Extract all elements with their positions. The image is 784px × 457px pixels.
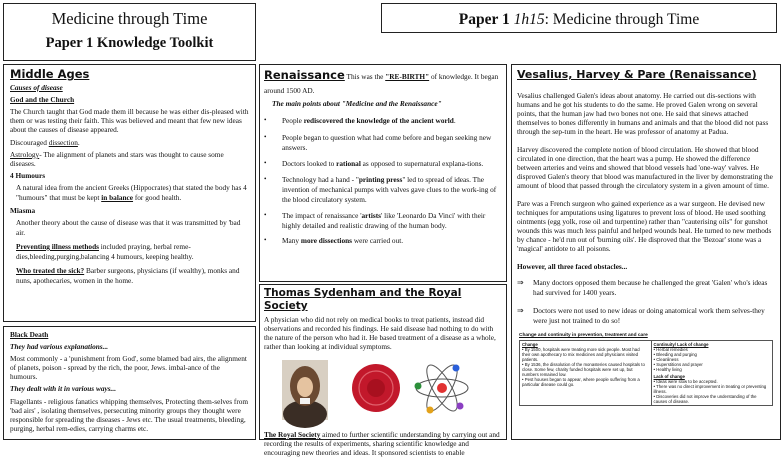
- lack-item: • There was no direct improvement in treating or preventing illness.: [654, 384, 770, 394]
- prevent-label: Preventing illness methods: [16, 242, 99, 251]
- vesalius-text: Vesalius challenged Galen's ideas about anatomy. He carried out dis-sections with humans and he got his students to do the same. He proved Galen wrong on several points, that the human jaw had two bones not one. He said that sinews attached themselves to bones differently in humans and animals and that the blood did not pass through the sep-tum in the heart. He was professor of anatomy at Padua.: [517, 91, 769, 136]
- page-title: Medicine through Time: [51, 9, 208, 28]
- change-continuity-table: [517, 333, 775, 406]
- renaissance-point: • Many more dissections were carried out.: [264, 236, 404, 245]
- harvey-text: Harvey discovered the complete notion of blood circulation. He showed that blood circulated in one direction, that the heart was a pump. He showed the difference between arteries and veins and showed that blood vessels had 'one-way' valves. He disproved Galen's theory that blood was manufactured in the liver by demonstrating the amount of blood that passed through the circulatory system in a given amount of time.: [517, 145, 773, 190]
- renaissance-rebirth: "RE-BIRTH": [385, 72, 430, 81]
- continuity-item: • Herbal remedies: [654, 347, 770, 352]
- humours-text: [10, 183, 249, 203]
- prevent-line: [10, 242, 249, 262]
- obstacle-item: ⇒ Doctors were not used to new ideas or doing anatomical work them selves-they were just not trained to do so!: [517, 306, 765, 325]
- astrology-text: - The alignment of planets and stars was thought to cause some diseases.: [10, 150, 224, 168]
- black-death-text1: Most commonly - a 'punishment from God', some blamed bad airs, the alignment of planets, poison - spread by the rich, the poor, Jews. imbal-ance of the humours.: [10, 354, 247, 381]
- title-left-box: [3, 3, 256, 61]
- god-church-text: The Church taught that God made them ill because he was either dis-pleased with them or was testing their faith. This was believed and meant that few new ideas about the causes of disease appeared.: [10, 107, 249, 134]
- royal-society-label: The Royal Society: [264, 430, 321, 439]
- obstacle-item: ⇒ Many doctors opposed them because he challenged the great 'Galen' who's ideas had survived for 1400 years.: [517, 278, 768, 297]
- humours-text-2: for good health.: [133, 193, 182, 202]
- miasma-label: Miasma: [10, 206, 36, 215]
- continuity-head: Continuity/ Lack of change: [653, 342, 709, 347]
- table-title: Change and continuity in prevention, treatment and care: [519, 333, 648, 338]
- renaissance-point: • People rediscovered the knowledge of the ancient world.: [264, 116, 456, 125]
- sydenham-text: A physician who did not rely on medical books to treat patients, instead did observations and recorded his findings. He said disease had nothing to do with the nature of the person who had it. He based treatment of a disease as a whole, rather than looking at individual symptoms.: [264, 315, 496, 351]
- continuity-item: • Superstitions and prayer: [654, 362, 770, 367]
- lack-item: • Discoveries did not improve the understanding of the causes of disease.: [654, 394, 770, 404]
- discouraged-pre: Discouraged: [10, 138, 49, 147]
- black-death-section: [3, 326, 256, 440]
- sydenham-portrait: [282, 360, 328, 428]
- treated-label: Who treated the sick?: [16, 266, 85, 275]
- obstacles-label: However, all three faced obstacles...: [517, 262, 628, 271]
- astrology-label: Astrology: [10, 150, 40, 159]
- discouraged-word: dissection: [48, 138, 78, 147]
- humours-bold: in balance: [101, 193, 134, 202]
- atom-icon: [415, 361, 469, 415]
- paper-title: [459, 11, 699, 28]
- lack-item: • Ideas were slow to be accepted.: [654, 379, 770, 384]
- vesalius-section: [511, 64, 781, 440]
- miasma-text: Another theory about the cause of disease was that it was transmitted by 'bad air.: [16, 218, 241, 237]
- royal-society-body: aimed to further scientific understanding by carrying out and recording the results of experiments, sharing scientific knowledge and encouraging new theories and ideas. It sponsored scientists to enable: [264, 430, 500, 457]
- paper-duration: 1h15: [513, 11, 545, 28]
- renaissance-point: • Technology had a hand - "printing press" led to spread of ideas. The invention of mechanical pumps with valves gave clues to the work-ing of the blood circulatory system.: [264, 175, 497, 204]
- treated-text: Barber surgeons, physicians (if wealthy), monks and nuns, apothecaries, women in the home.: [16, 266, 240, 285]
- pare-text: Pare was a French surgeon who gained experience as a war surgeon. He devised new techniques for amputations using ligatures to prevent loss of blood. He used soothing ointments (egg yolk, rose oil and turpentine) rather than "cauterising oils" for gunshot wounds this was much less painful and helped wounds heal. He turned to new methods by chance - he'd run out of 'burning oils'. He disproved that the 'Bezoar' stone was a 'magical' antidote to all poisons.: [517, 199, 772, 253]
- astrology-line: [10, 150, 249, 168]
- continuity-item: • Healthy living: [654, 367, 770, 372]
- royal-society-text: [264, 430, 502, 457]
- discouraged-post: .: [77, 138, 80, 147]
- black-death-sub1: They had various explanations...: [10, 342, 109, 351]
- continuity-item: • Cleanliness: [654, 357, 770, 362]
- causes-label: Causes of disease: [10, 83, 63, 92]
- sydenham-images: [264, 356, 502, 426]
- lack-head: Lack of change: [653, 374, 685, 379]
- change-item: • By 1500, hospitals were treating more sick people. Most had their own apothecary to mix medicines and physicians visited patients.: [522, 347, 649, 362]
- vesalius-heading: Vesalius, Harvey & Pare (Renaissance): [517, 68, 757, 81]
- royal-society-seal: [352, 364, 400, 412]
- continuity-item: • Bleeding and purging: [654, 352, 770, 357]
- renaissance-main-points: The main points about "Medicine and the Renaissance": [272, 99, 442, 108]
- paper-topic: : Medicine through Time: [544, 11, 700, 28]
- discouraged-line: [10, 138, 249, 147]
- middle-ages-heading: Middle Ages: [10, 67, 90, 81]
- prevent-text: included praying, herbal reme-dies,bleeding,purging,balancing 4 humours, keeping healthy.: [16, 242, 194, 261]
- black-death-heading: Black Death: [10, 330, 49, 339]
- middle-ages-section: [3, 64, 256, 322]
- renaissance-intro: [264, 68, 502, 95]
- black-death-sub2: They dealt with it in various ways...: [10, 384, 117, 393]
- renaissance-point: • People began to question what had come before and began seeking new answers.: [264, 133, 492, 152]
- change-item: • Pest houses began to appear, where people suffering from a particular disease could go.: [522, 377, 649, 387]
- renaissance-point: • The impact of renaissance 'artists' like 'Leonardo Da Vinci' with their highly detailed and realistic drawing of the human body.: [264, 211, 486, 230]
- sydenham-section: [259, 284, 507, 457]
- change-item: • By 1536, the dissolution of the monasteries caused hospitals to close. Some few, charity funded hospitals were set up, but numbers remained low.: [522, 362, 649, 377]
- renaissance-section: [259, 64, 507, 282]
- renaissance-heading: Renaissance: [264, 68, 345, 82]
- sydenham-heading: Thomas Sydenham and the Royal Society: [264, 287, 462, 312]
- treated-line: [10, 266, 249, 286]
- page-subtitle: Paper 1 Knowledge Toolkit: [45, 35, 214, 51]
- title-right-box: [381, 3, 777, 33]
- renaissance-point: • Doctors looked to rational as opposed to supernatural explana-tions.: [264, 159, 484, 168]
- continuity-column: [651, 341, 772, 406]
- humours-text-1: A natural idea from the ancient Greeks (Hippocrates) that stated the body has 4 "humours" that must be kept: [16, 183, 247, 202]
- god-church-label: God and the Church: [10, 95, 75, 104]
- change-column: [520, 341, 652, 406]
- renaissance-intro-pre: This was the: [344, 72, 386, 81]
- humours-label: 4 Humours: [10, 171, 46, 180]
- renaissance-intro-post: of knowledge. It began around 1500 AD.: [264, 72, 499, 95]
- black-death-text2: Flagellants - religious fanatics whipping themselves, Protecting them-selves from 'bad airs' , isolating themselves, persecuting minority groups they thought were responsible for spreading the diseases - Jews etc. The usual treatments, bleeding, purging, herbal rem-edies, carrying charms etc.: [10, 397, 249, 433]
- paper-label: Paper 1: [458, 11, 514, 28]
- change-head: Change: [522, 342, 538, 347]
